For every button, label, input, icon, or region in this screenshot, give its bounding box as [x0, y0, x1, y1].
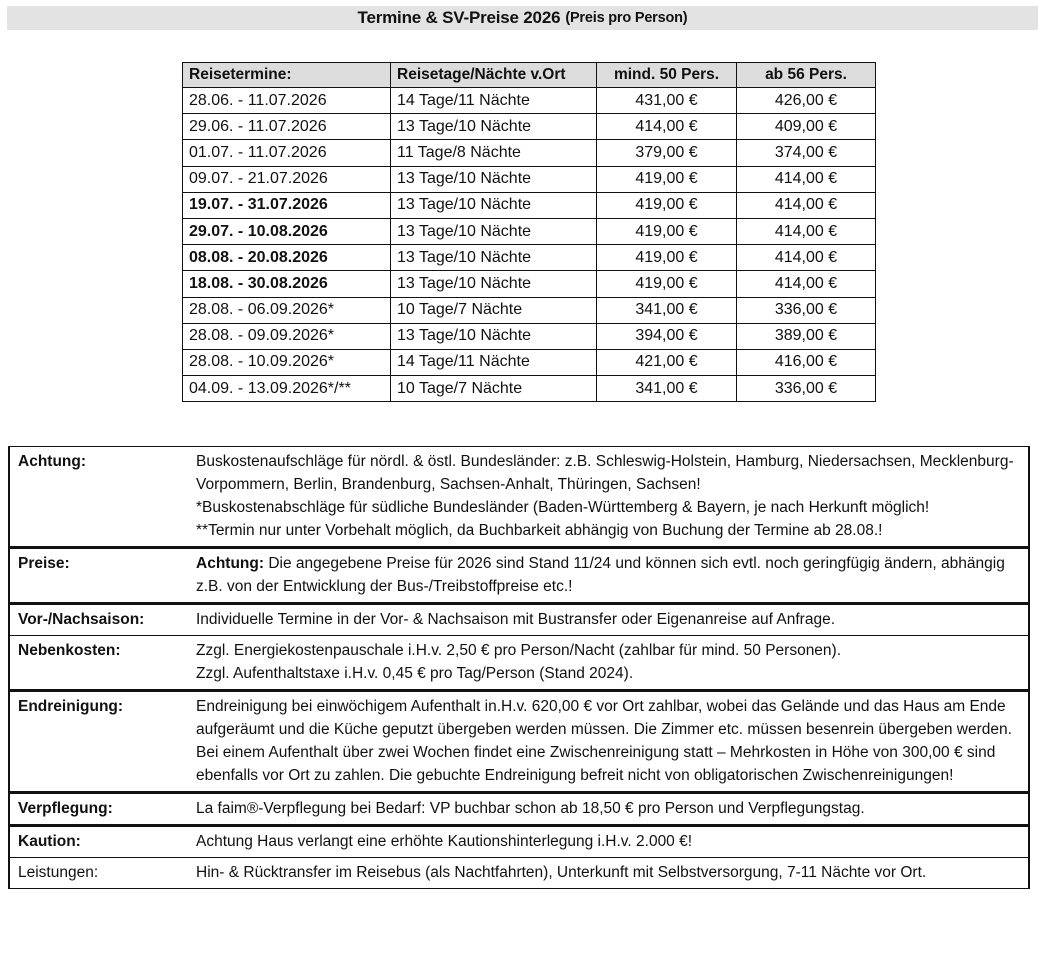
info-row-preise — [9, 548, 1029, 604]
price-50-cell: 341,00 € — [597, 376, 737, 402]
info-content: Achtung Haus verlangt eine erhöhte Kautionshinterlegung i.H.v. 2.000 €! — [182, 826, 1029, 858]
price-56-cell: 409,00 € — [737, 114, 876, 140]
table-row — [183, 166, 876, 192]
date-cell: 28.08. - 06.09.2026* — [183, 297, 391, 323]
info-content — [182, 636, 1029, 691]
date-cell: 28.08. - 10.09.2026* — [183, 349, 391, 375]
nights-cell: 13 Tage/10 Nächte — [391, 114, 597, 140]
info-row-endreinigung — [9, 691, 1029, 793]
date-cell: 04.09. - 13.09.2026*/** — [183, 376, 391, 402]
title-main: Termine & SV-Preise 2026 — [357, 8, 561, 27]
header-reisetermine: Reisetermine: — [183, 63, 391, 88]
info-label: Endreinigung: — [9, 691, 182, 793]
nights-cell: 13 Tage/10 Nächte — [391, 323, 597, 349]
nights-cell: 13 Tage/10 Nächte — [391, 218, 597, 244]
info-label: Verpflegung: — [9, 793, 182, 826]
date-cell: 08.08. - 20.08.2026 — [183, 245, 391, 271]
price-56-cell: 374,00 € — [737, 140, 876, 166]
info-label — [9, 548, 182, 604]
info-content: La faim®-Verpflegung bei Bedarf: VP buchbar schon ab 18,50 € pro Person und Verpflegungstag. — [182, 793, 1029, 826]
info-text: Buskostenaufschläge für nördl. & östl. Bundesländer: z.B. Schleswig-Holstein, Hamburg, Niedersachsen, Mecklenburg-Vorpommern, Berlin, Brandenburg, Sachsen-Anhalt, Thüringen, Sachsen! — [196, 453, 1014, 493]
nights-cell: 13 Tage/10 Nächte — [391, 245, 597, 271]
page-title — [7, 6, 1038, 30]
table-row — [183, 218, 876, 244]
info-row-saison — [9, 604, 1029, 636]
info-label: Nebenkosten: — [9, 636, 182, 691]
price-50-cell: 421,00 € — [597, 349, 737, 375]
price-50-cell: 414,00 € — [597, 114, 737, 140]
info-bold-prefix: Achtung: — [196, 555, 265, 572]
price-50-cell: 431,00 € — [597, 88, 737, 114]
info-text: **Termin nur unter Vorbehalt möglich, da Buchbarkeit abhängig von Buchung der Termine ab 28.08.! — [196, 522, 883, 539]
info-row-leistungen — [9, 858, 1029, 889]
date-cell: 28.06. - 11.07.2026 — [183, 88, 391, 114]
table-row — [183, 349, 876, 375]
price-56-cell: 414,00 € — [737, 271, 876, 297]
header-reisetage: Reisetage/Nächte v.Ort — [391, 63, 597, 88]
price-50-cell: 419,00 € — [597, 192, 737, 218]
info-content — [182, 548, 1029, 604]
date-cell: 09.07. - 21.07.2026 — [183, 166, 391, 192]
date-cell: 29.06. - 11.07.2026 — [183, 114, 391, 140]
table-row — [183, 140, 876, 166]
dates-table-body — [183, 88, 876, 402]
price-50-cell: 419,00 € — [597, 245, 737, 271]
table-row — [183, 88, 876, 114]
nights-cell: 10 Tage/7 Nächte — [391, 376, 597, 402]
date-cell: 19.07. - 31.07.2026 — [183, 192, 391, 218]
table-row — [183, 114, 876, 140]
nights-cell: 13 Tage/10 Nächte — [391, 166, 597, 192]
date-cell: 29.07. - 10.08.2026 — [183, 218, 391, 244]
price-56-cell: 336,00 € — [737, 297, 876, 323]
price-50-cell: 419,00 € — [597, 218, 737, 244]
table-row — [183, 323, 876, 349]
info-content: Endreinigung bei einwöchigem Aufenthalt in.H.v. 620,00 € vor Ort zahlbar, wobei das Gelände und das Haus am Ende aufgeräumt und die Küche geputzt übergeben werden müssen. Die Zimmer etc. müssen besenrein übergeben werden. Bei einem Aufenthalt über zwei Wochen findet eine Zwischenreinigung statt – Mehrkosten in Höhe von 300,00 € sind ebenfalls vor Ort zu zahlen. Die gebuchte Endreinigung befreit nicht von obligatorischen Zwischenreinigungen! — [182, 691, 1029, 793]
info-label-text: Preise: — [18, 555, 70, 572]
info-label: Leistungen: — [9, 858, 182, 889]
price-56-cell: 416,00 € — [737, 349, 876, 375]
date-cell: 01.07. - 11.07.2026 — [183, 140, 391, 166]
price-56-cell: 414,00 € — [737, 192, 876, 218]
info-text: Zzgl. Energiekostenpauschale i.H.v. 2,50 € pro Person/Nacht (zahlbar für mind. 50 Personen). — [196, 642, 842, 659]
info-row-nebenkosten — [9, 636, 1029, 691]
info-row-achtung — [9, 447, 1029, 548]
price-50-cell: 419,00 € — [597, 271, 737, 297]
title-sub: (Preis pro Person) — [565, 10, 688, 26]
nights-cell: 10 Tage/7 Nächte — [391, 297, 597, 323]
info-label: Achtung: — [9, 447, 182, 548]
nights-cell: 11 Tage/8 Nächte — [391, 140, 597, 166]
header-ab-56: ab 56 Pers. — [737, 63, 876, 88]
info-row-kaution — [9, 826, 1029, 858]
info-content: Individuelle Termine in der Vor- & Nachsaison mit Bustransfer oder Eigenanreise auf Anfrage. — [182, 604, 1029, 636]
nights-cell: 14 Tage/11 Nächte — [391, 88, 597, 114]
info-table — [8, 446, 1030, 889]
table-header-row — [183, 63, 876, 88]
dates-price-table — [182, 62, 876, 402]
nights-cell: 14 Tage/11 Nächte — [391, 349, 597, 375]
price-56-cell: 389,00 € — [737, 323, 876, 349]
table-row — [183, 271, 876, 297]
price-50-cell: 379,00 € — [597, 140, 737, 166]
table-row — [183, 376, 876, 402]
header-mind-50: mind. 50 Pers. — [597, 63, 737, 88]
table-row — [183, 192, 876, 218]
price-56-cell: 336,00 € — [737, 376, 876, 402]
info-row-verpflegung — [9, 793, 1029, 826]
date-cell: 18.08. - 30.08.2026 — [183, 271, 391, 297]
info-label: Vor-/Nachsaison: — [9, 604, 182, 636]
info-text: *Buskostenabschläge für südliche Bundesländer (Baden-Württemberg & Bayern, je nach Herkunft möglich! — [196, 499, 930, 516]
date-cell: 28.08. - 09.09.2026* — [183, 323, 391, 349]
info-text: Die angegebene Preise für 2026 sind Stand 11/24 und können sich evtl. noch geringfügig ändern, abhängig z.B. von der Entwicklung der Bus-/Treibstoffpreise etc.! — [196, 555, 1005, 595]
nights-cell: 13 Tage/10 Nächte — [391, 271, 597, 297]
price-50-cell: 394,00 € — [597, 323, 737, 349]
price-50-cell: 419,00 € — [597, 166, 737, 192]
price-56-cell: 414,00 € — [737, 218, 876, 244]
table-row — [183, 245, 876, 271]
info-text: Zzgl. Aufenthaltstaxe i.H.v. 0,45 € pro Tag/Person (Stand 2024). — [196, 665, 634, 682]
price-56-cell: 414,00 € — [737, 245, 876, 271]
price-56-cell: 426,00 € — [737, 88, 876, 114]
nights-cell: 13 Tage/10 Nächte — [391, 192, 597, 218]
price-56-cell: 414,00 € — [737, 166, 876, 192]
table-row — [183, 297, 876, 323]
info-content — [182, 447, 1029, 548]
info-content: Hin- & Rücktransfer im Reisebus (als Nachtfahrten), Unterkunft mit Selbstversorgung, 7-11 Nächte vor Ort. — [182, 858, 1029, 889]
price-50-cell: 341,00 € — [597, 297, 737, 323]
info-label: Kaution: — [9, 826, 182, 858]
